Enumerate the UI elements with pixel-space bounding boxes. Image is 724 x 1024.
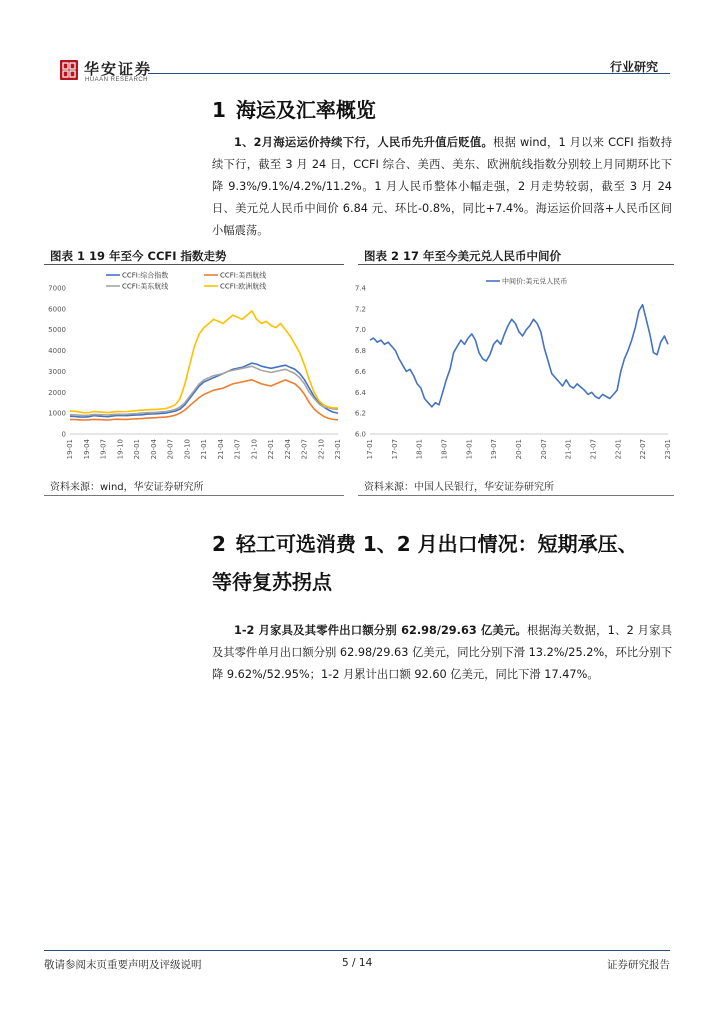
section-1-number: 1 xyxy=(212,98,226,122)
legend-label-2: CCFI:美东航线 xyxy=(122,282,169,291)
x-tick-label: 20-01 xyxy=(515,439,523,460)
y-tick-label: 6.8 xyxy=(354,347,366,356)
y-tick-label: 2000 xyxy=(48,388,66,397)
footer-divider xyxy=(44,950,670,951)
section-1-heading xyxy=(212,94,376,123)
x-tick-label: 17-01 xyxy=(366,439,374,460)
y-tick-label: 7000 xyxy=(48,284,66,293)
figure-2-title: 图表 2 17 年至今美元兑人民币中间价 xyxy=(364,249,562,263)
x-tick-label: 22-01 xyxy=(614,439,623,460)
section-2-body: 根据海关数据，1、2 月家具及其零件单月出口额分别 62.98/29.63 亿美元，同比分别下滑 13.2%/25.2%，环比分别下降 9.62%/52.95%；1-2 月累计出口额 92.60 亿美元，同比下滑 17.47%。 xyxy=(212,624,672,681)
x-tick-label: 21-04 xyxy=(216,439,225,460)
series-line-0 xyxy=(70,363,338,417)
y-tick-label: 6.2 xyxy=(354,409,366,418)
figure-2-source: 资料来源：中国人民银行，华安证券研究所 xyxy=(364,482,554,493)
x-tick-label: 18-01 xyxy=(415,439,424,460)
section-2-heading-cont xyxy=(212,566,332,595)
legend-label-0: 中间价:美元兑人民币 xyxy=(502,277,568,286)
x-tick-label: 21-10 xyxy=(250,439,259,460)
y-tick-label: 5000 xyxy=(48,326,66,335)
y-tick-label: 6000 xyxy=(48,305,66,314)
footer-label: 证券研究报告 xyxy=(607,959,670,971)
y-tick-label: 3000 xyxy=(48,367,66,376)
figure-1-rule xyxy=(44,264,344,265)
y-tick-label: 7.4 xyxy=(354,284,366,293)
y-tick-label: 7.2 xyxy=(354,305,366,314)
section-1-body: 根据 wind，1 月以来 CCFI 指数持续下行，截至 3 月 24 日，CCFI 综合、美西、美东、欧洲航线指数分别较上月同期环比下降 9.3%/9.1%/4.2%/11.2%。1 月人民币整体小幅走强，2 月走势较弱，截至 3 月 24 日、美元兑人民币中间价 6.84 元、环比-0.8%，同比+7.4%。海运运价回落+人民币区间小幅震荡。 xyxy=(212,136,672,237)
figure-2-source-rule xyxy=(358,495,674,496)
report-type: 行业研究 xyxy=(609,60,658,74)
series-line-0 xyxy=(370,305,668,407)
figure-2-rule xyxy=(358,264,674,265)
y-tick-label: 6.6 xyxy=(354,367,366,376)
header-divider xyxy=(148,73,670,74)
section-2-lead: 1-2 月家具及其零件出口额分别 62.98/29.63 亿美元。 xyxy=(234,624,527,637)
x-tick-label: 22-07 xyxy=(639,439,648,460)
series-line-2 xyxy=(70,366,338,415)
x-tick-label: 18-07 xyxy=(440,439,449,460)
section-2-number: 2 xyxy=(212,532,226,556)
section-2-heading xyxy=(212,528,638,557)
y-tick-label: 4000 xyxy=(48,347,66,356)
huaan-logo-icon xyxy=(60,60,78,80)
y-tick-label: 7.0 xyxy=(354,326,366,335)
page-number: 5 / 14 xyxy=(342,957,373,969)
section-2-title-line-2: 等待复苏拐点 xyxy=(212,570,332,594)
x-tick-label: 19-07 xyxy=(99,439,108,460)
figure-1-source: 资料来源：wind，华安证券研究所 xyxy=(50,482,204,493)
y-tick-label: 0 xyxy=(61,430,66,439)
ccfi-line-chart xyxy=(44,268,344,468)
x-tick-label: 22-01 xyxy=(267,439,275,460)
x-tick-label: 19-07 xyxy=(490,439,499,460)
logo-text: 华安证券 xyxy=(84,60,153,78)
x-tick-label: 19-10 xyxy=(116,439,125,460)
series-line-3 xyxy=(70,311,338,413)
x-tick-label: 19-04 xyxy=(82,439,91,460)
x-tick-label: 23-01 xyxy=(334,439,342,460)
legend-label-3: CCFI:欧洲航线 xyxy=(220,282,267,291)
y-tick-label: 6.4 xyxy=(354,388,366,397)
logo-subtext: HUAAN RESEARCH xyxy=(85,77,149,83)
section-1-title: 海运及汇率概览 xyxy=(235,98,376,122)
x-tick-label: 22-10 xyxy=(317,439,326,460)
x-tick-label: 21-07 xyxy=(233,439,242,460)
legend-label-0: CCFI:综合指数 xyxy=(122,271,169,280)
x-tick-label: 20-04 xyxy=(149,439,158,460)
y-tick-label: 1000 xyxy=(48,409,66,418)
x-tick-label: 20-01 xyxy=(133,439,141,460)
x-tick-label: 21-01 xyxy=(564,439,573,460)
x-tick-label: 21-01 xyxy=(200,439,208,460)
x-tick-label: 22-07 xyxy=(300,439,309,460)
figure-1-source-rule xyxy=(44,495,344,496)
x-tick-label: 23-01 xyxy=(664,439,672,460)
section-1-lead: 1、2月海运运价持续下行，人民币先升值后贬值。 xyxy=(234,136,494,149)
section-1-paragraph xyxy=(212,132,672,242)
x-tick-label: 20-07 xyxy=(166,439,175,460)
x-tick-label: 19-01 xyxy=(66,439,74,460)
y-tick-label: 6.0 xyxy=(354,430,366,439)
x-tick-label: 20-07 xyxy=(539,439,548,460)
x-tick-label: 17-07 xyxy=(390,439,399,460)
x-tick-label: 20-10 xyxy=(183,439,192,460)
x-tick-label: 21-07 xyxy=(589,439,598,460)
section-2-paragraph xyxy=(212,620,672,686)
legend-label-1: CCFI:美西航线 xyxy=(220,271,267,280)
figure-1-title: 图表 1 19 年至今 CCFI 指数走势 xyxy=(50,249,227,263)
section-2-title-line-1: 轻工可选消费 1、2 月出口情况：短期承压、 xyxy=(235,532,638,556)
footer-disclaimer: 敬请参阅末页重要声明及评级说明 xyxy=(44,959,202,971)
usdcny-line-chart xyxy=(354,268,674,468)
x-tick-label: 19-01 xyxy=(465,439,474,460)
x-tick-label: 22-04 xyxy=(283,439,292,460)
